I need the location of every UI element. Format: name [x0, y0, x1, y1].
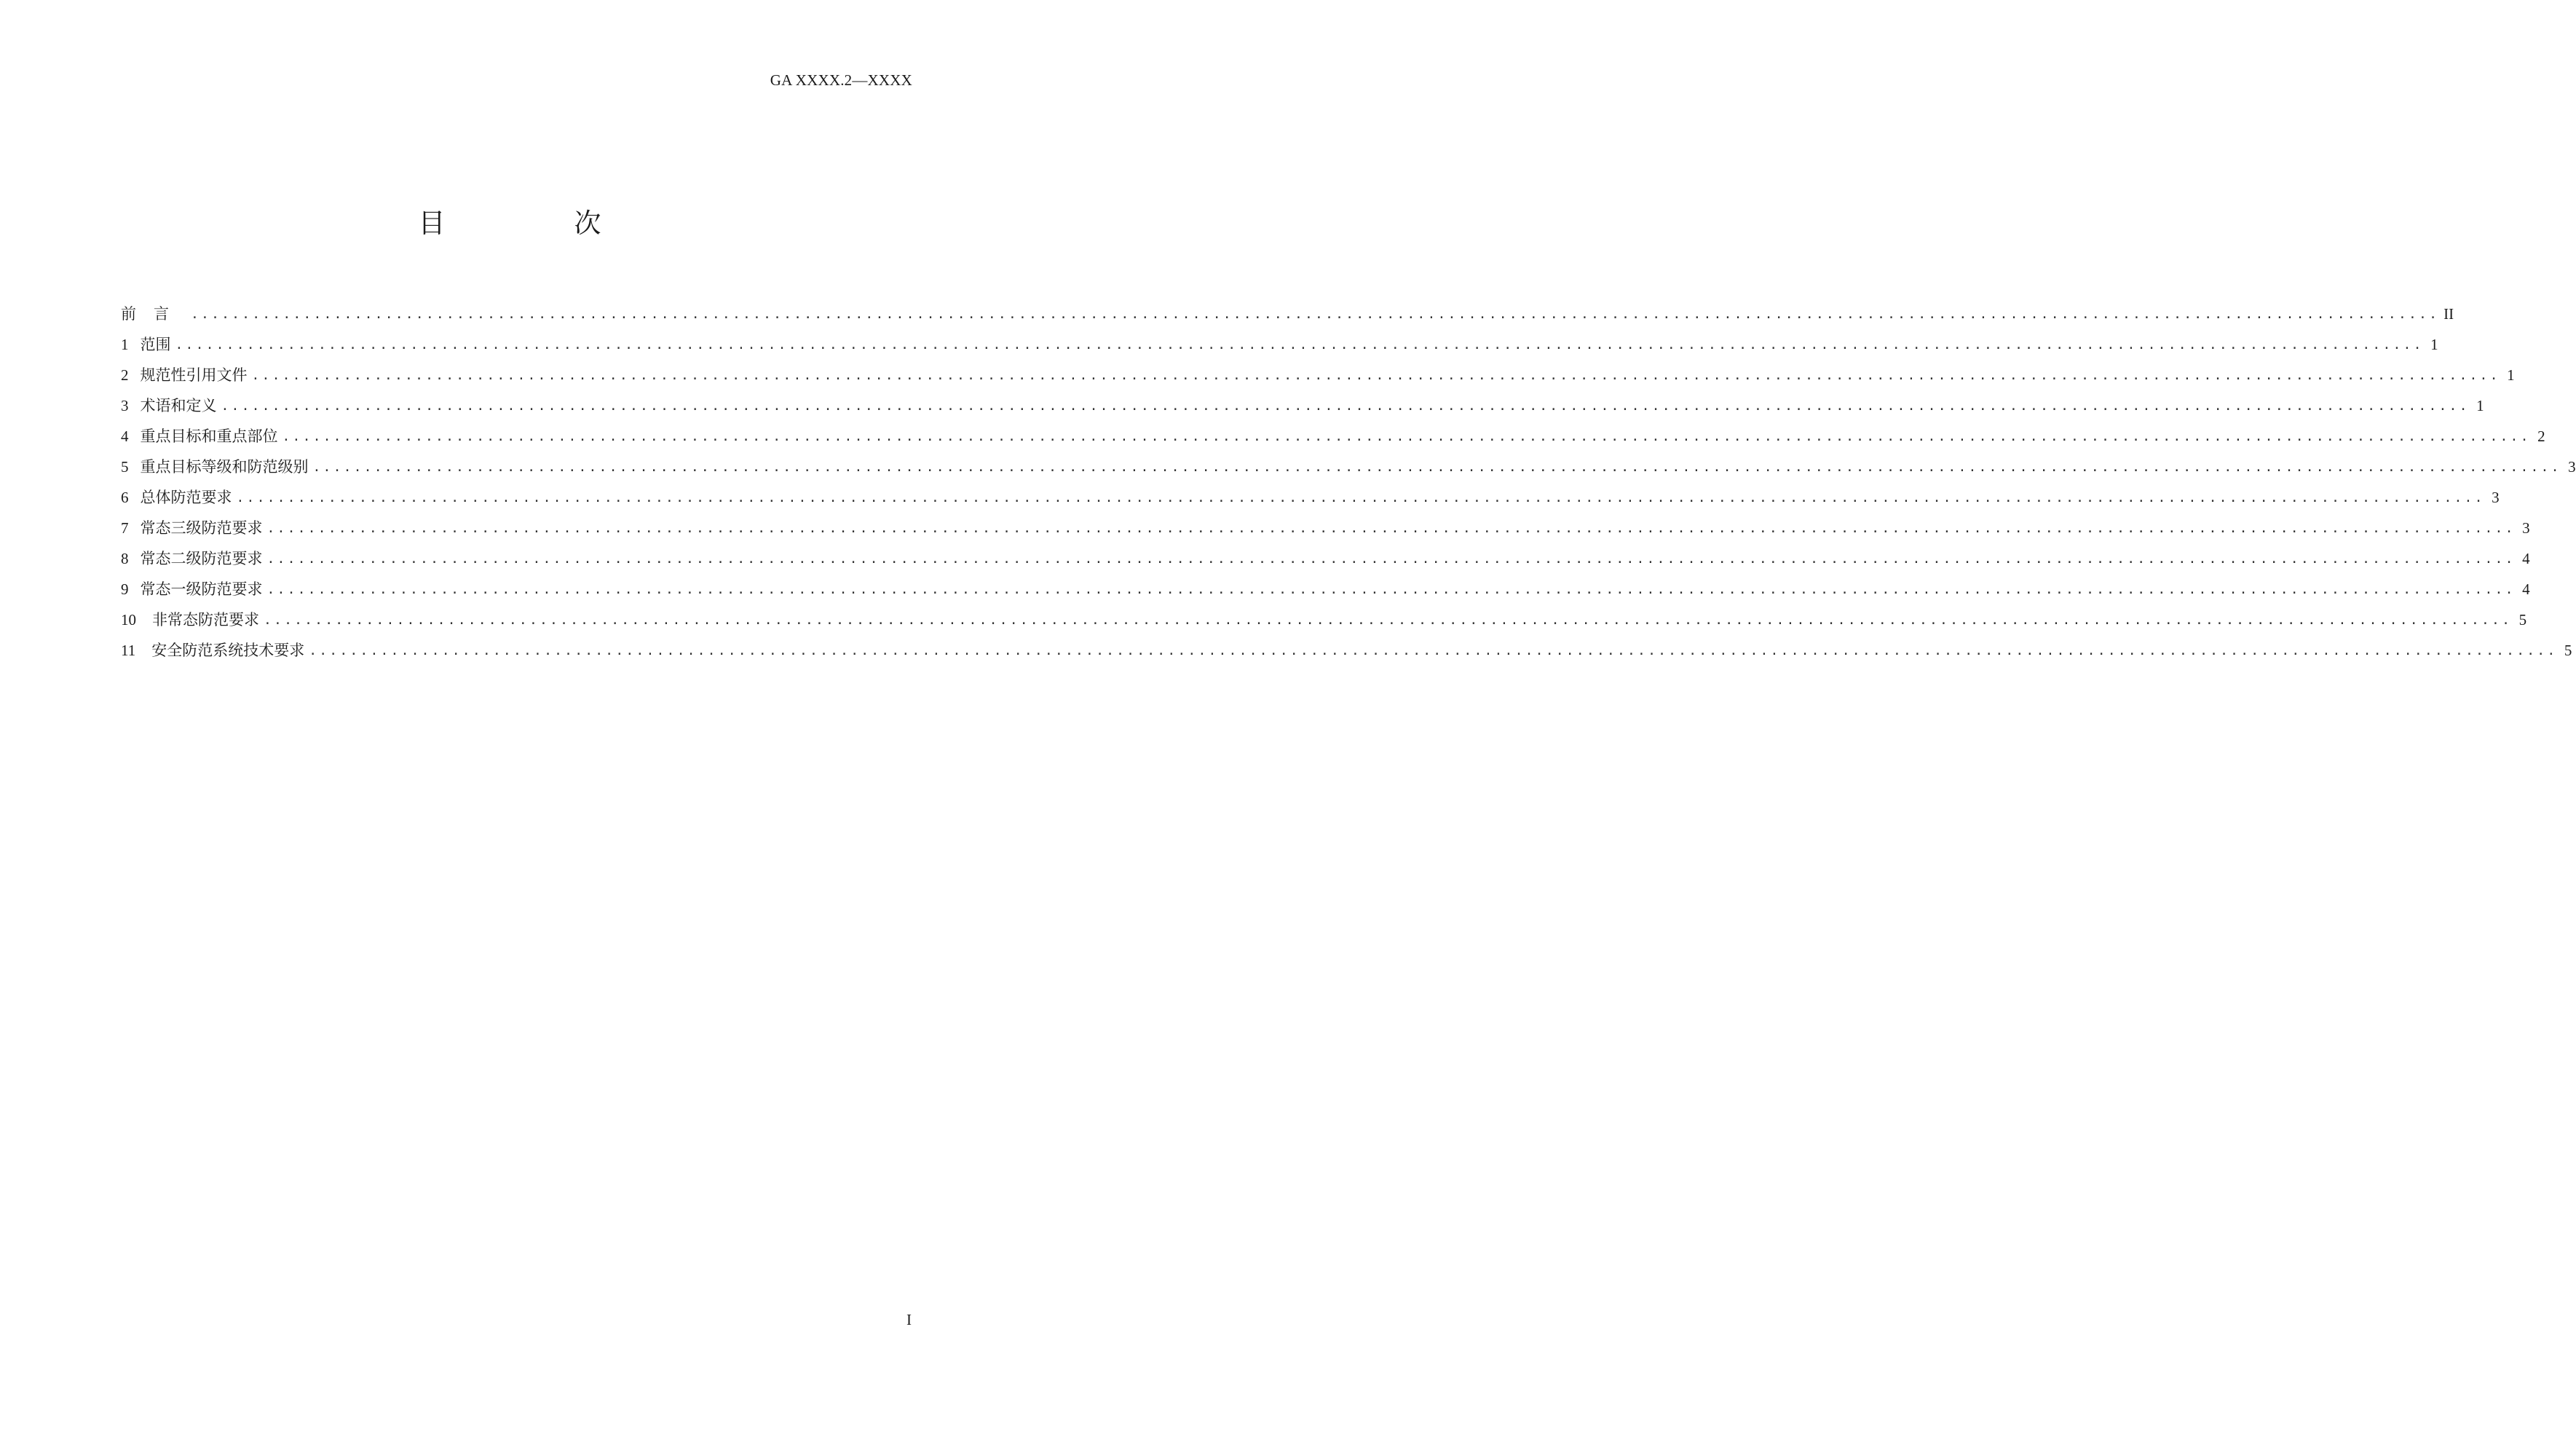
toc-entry-number: 4 [121, 428, 129, 445]
toc-entry-page: 1 [2476, 397, 2484, 414]
toc-dot-leader: ............................................................................................................................................................................................................................ [266, 551, 2516, 567]
toc-entry-label: 前言 [121, 305, 186, 323]
toc-entry-label: 常态一级防范要求 [140, 580, 263, 598]
toc-title-text: 目 次 [418, 208, 652, 239]
toc-entry-label: 重点目标等级和防范级别 [140, 458, 309, 476]
toc-entry[interactable] [121, 513, 2530, 543]
toc-dot-leader: ............................................................................................................................................................................................................................ [191, 307, 2440, 322]
toc-entry-label: 规范性引用文件 [140, 366, 248, 384]
toc-entry-page: 5 [2518, 611, 2527, 629]
toc-entry-number: 7 [121, 519, 129, 537]
toc-entry[interactable] [121, 421, 2545, 452]
toc-entry-label: 安全防范系统技术要求 [151, 642, 305, 659]
toc-entry[interactable] [121, 574, 2530, 604]
toc-dot-leader: ............................................................................................................................................................................................................................ [175, 337, 2424, 352]
toc-entry-label: 术语和定义 [140, 397, 217, 414]
toc-entry[interactable] [121, 635, 2572, 666]
toc-dot-leader: ............................................................................................................................................................................................................................ [309, 643, 2558, 658]
toc-entry[interactable] [121, 452, 2576, 482]
toc-entry-page: II [2443, 305, 2454, 323]
toc-entry-number: 5 [121, 458, 129, 476]
toc-title [0, 201, 1019, 240]
toc-entry-label: 非常态防范要求 [152, 611, 259, 629]
toc-entry-page: 3 [2522, 519, 2530, 537]
toc-entry-label: 常态三级防范要求 [140, 519, 263, 537]
toc-entry-page: 5 [2564, 642, 2572, 659]
toc-entry-number: 1 [121, 336, 129, 353]
toc-entry-page: 3 [2492, 489, 2500, 506]
toc-dot-leader: ............................................................................................................................................................................................................................ [264, 612, 2513, 628]
toc-dot-leader: ............................................................................................................................................................................................................................ [282, 429, 2531, 444]
standard-code: GA XXXX.2—XXXX [770, 71, 912, 89]
toc-entry-page: 3 [2568, 458, 2576, 476]
toc-entry[interactable] [121, 299, 2454, 329]
toc-dot-leader: ............................................................................................................................................................................................................................ [266, 521, 2516, 536]
toc-entry-page: 4 [2522, 580, 2530, 598]
toc-entry-label: 重点目标和重点部位 [140, 428, 278, 445]
toc-entry-page: 4 [2522, 550, 2530, 567]
toc-entry[interactable] [121, 329, 2438, 360]
toc-entry-page: 1 [2430, 336, 2438, 353]
toc-entry-label: 总体防范要求 [140, 489, 232, 506]
toc-entry-label: 范围 [140, 336, 171, 353]
toc-entry-number: 8 [121, 550, 129, 567]
toc-entry[interactable] [121, 543, 2530, 574]
table-of-contents [121, 299, 2576, 666]
toc-entry-page: 1 [2507, 366, 2515, 384]
page-number: I [906, 1311, 912, 1328]
toc-entry-number: 11 [121, 642, 136, 659]
toc-entry-number: 6 [121, 489, 129, 506]
toc-entry-page: 2 [2537, 428, 2545, 445]
toc-entry[interactable] [121, 482, 2500, 513]
toc-entry-number: 3 [121, 397, 129, 414]
toc-entry[interactable] [121, 604, 2527, 635]
toc-dot-leader: ............................................................................................................................................................................................................................ [251, 368, 2500, 383]
toc-entry-number: 2 [121, 366, 129, 384]
toc-dot-leader: ............................................................................................................................................................................................................................ [221, 398, 2470, 414]
toc-entry[interactable] [121, 360, 2515, 390]
toc-entry-label: 常态二级防范要求 [140, 550, 263, 567]
toc-entry-number: 10 [121, 611, 136, 629]
toc-dot-leader: ............................................................................................................................................................................................................................ [236, 490, 2485, 505]
toc-entry-number: 9 [121, 580, 129, 598]
toc-entry[interactable] [121, 390, 2484, 421]
toc-dot-leader: ............................................................................................................................................................................................................................ [266, 582, 2516, 597]
toc-dot-leader: ............................................................................................................................................................................................................................ [312, 460, 2561, 475]
